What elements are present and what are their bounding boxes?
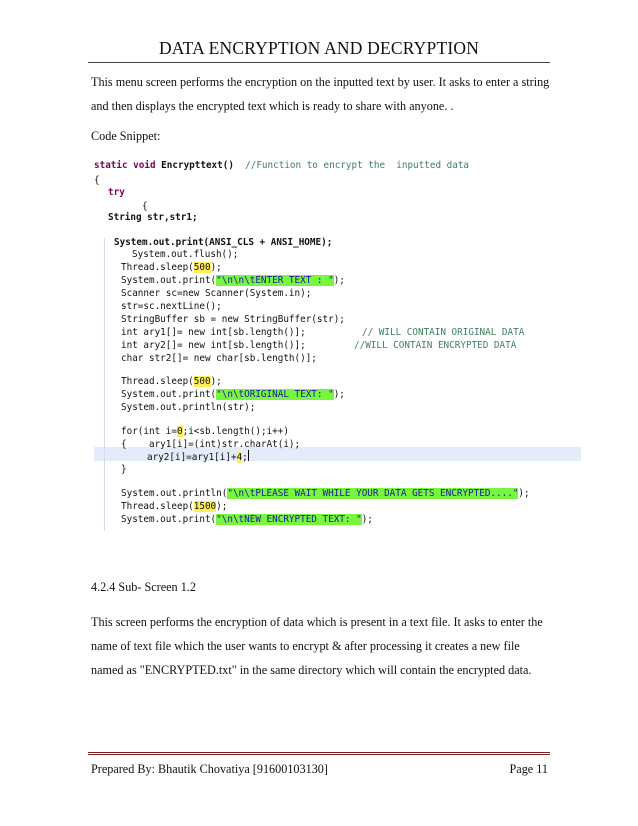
code-line-25: System.out.print("\n\tNEW ENCRYPTED TEXT: ");: [121, 514, 373, 525]
code-line-17: System.out.print("\n\tORIGINAL TEXT: ");: [121, 389, 345, 400]
code-line-16: Thread.sleep(500);: [121, 376, 222, 387]
code-line-18: System.out.println(str);: [121, 402, 256, 413]
code-line-14: int ary2[]= new int[sb.length()];: [121, 340, 306, 351]
code-comment-13: // WILL CONTAIN ORIGINAL DATA: [362, 327, 525, 338]
header-rule: [88, 62, 550, 63]
code-line-8: Thread.sleep(500);: [121, 262, 222, 273]
code-line-2: {: [94, 175, 100, 186]
code-line-20: { ary1[i]=(int)str.charAt(i);: [121, 439, 301, 450]
code-line-4: {: [142, 201, 148, 212]
code-line-21: ary2[i]=ary1[i]+4;: [147, 452, 248, 463]
code-line-9: System.out.print("\n\n\tENTER TEXT : ");: [121, 275, 345, 286]
code-line-15: char str2[]= new char[sb.length()];: [121, 353, 317, 364]
code-line-6: System.out.print(ANSI_CLS + ANSI_HOME);: [114, 237, 333, 248]
footer-author: Prepared By: Bhautik Chovatiya [91600103130]: [91, 762, 328, 776]
page-title: DATA ENCRYPTION AND DECRYPTION: [158, 38, 480, 58]
code-snippet-label: Code Snippet:: [91, 129, 161, 143]
code-line-13: int ary1[]= new int[sb.length()];: [121, 327, 306, 338]
code-snippet: [94, 155, 576, 535]
code-line-10: Scanner sc=new Scanner(System.in);: [121, 288, 312, 299]
code-line-23: System.out.println("\n\tPLEASE WAIT WHILE YOUR DATA GETS ENCRYPTED....");: [121, 488, 530, 499]
code-line-24: Thread.sleep(1500);: [121, 501, 228, 512]
code-line-3: try: [108, 187, 125, 198]
code-line-11: str=sc.nextLine();: [121, 301, 222, 312]
page-number: Page 11: [509, 762, 548, 776]
code-comment-14: //WILL CONTAIN ENCRYPTED DATA: [354, 340, 517, 351]
section-heading: 4.2.4 Sub- Screen 1.2: [91, 580, 196, 594]
code-line-12: StringBuffer sb = new StringBuffer(str);: [121, 314, 345, 325]
code-line-7: System.out.flush();: [132, 249, 239, 260]
intro-paragraph: This menu screen performs the encryption on the inputted text by user. It asks to enter a string and then displays the encrypted text which is ready to share with anyone. .: [91, 75, 550, 113]
code-line-5: String str,str1;: [108, 212, 198, 223]
code-line-22: }: [121, 464, 127, 475]
footer-rule: [88, 752, 550, 755]
code-line-19: for(int i=0;i<sb.length();i++): [121, 426, 289, 437]
text-cursor: [248, 450, 249, 461]
section-paragraph: This screen performs the encryption of data which is present in a text file. It asks to enter the name of text file which the user wants to encrypt & after processing it creates a new file named as "ENCRYPTED.txt" in the same directory which will contain the encrypted data.: [91, 615, 543, 677]
code-line-1: static void Encrypttext() //Function to encrypt the inputted data: [94, 160, 470, 171]
